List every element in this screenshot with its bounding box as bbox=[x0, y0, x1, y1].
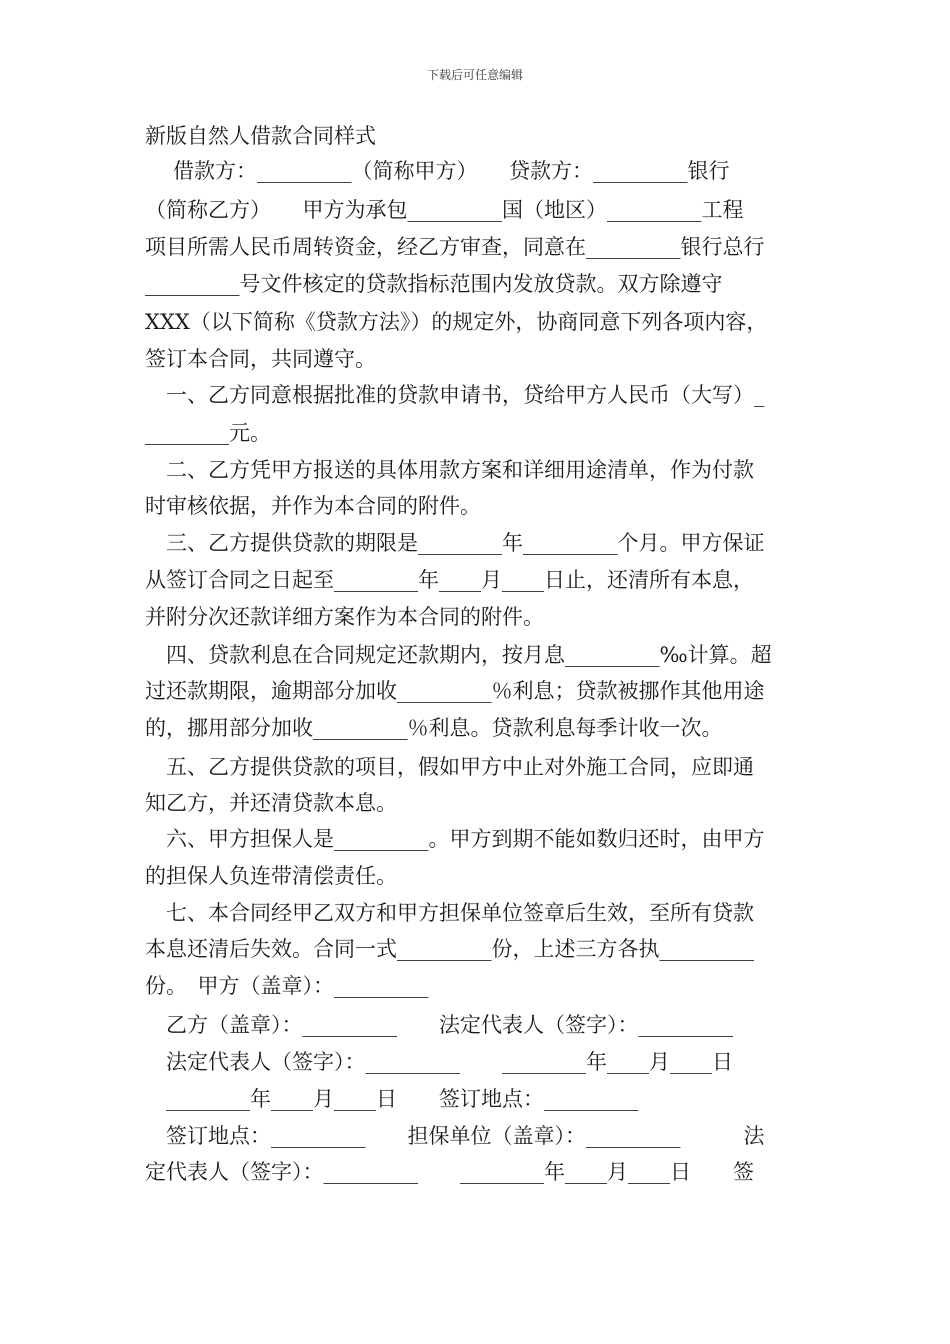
text-line: 时审核依据，并作为本合同的附件。 bbox=[145, 494, 481, 518]
text-line: ________年____月____日 签订地点：_________ bbox=[166, 1087, 639, 1111]
page-header-note: 下载后可任意编辑 bbox=[426, 68, 523, 82]
text-line: （简称乙方） 甲方为承包_________国（地区）_________工程 bbox=[145, 198, 744, 222]
text-line: 六、甲方担保人是_________。甲方到期不能如数归还时，由甲方 bbox=[166, 827, 765, 851]
text-line: 项目所需人民币周转资金，经乙方审查，同意在_________银行总行 bbox=[145, 235, 765, 259]
text-line: 借款方：_________（简称甲方） 贷款方：_________银行 bbox=[173, 159, 730, 183]
text-line: 一、乙方同意根据批准的贷款申请书，贷给甲方人民币（大写）_ bbox=[166, 383, 765, 407]
text-line: 从签订合同之日起至________年____月____日止，还清所有本息， bbox=[145, 568, 754, 592]
text-line: ________元。 bbox=[145, 421, 271, 445]
text-line: 本息还清后失效。合同一式_________份，上述三方各执_________ bbox=[145, 937, 754, 961]
text-line: 乙方（盖章）：_________ 法定代表人（签字）：_________ bbox=[166, 1013, 733, 1037]
text-line: _________号文件核定的贷款指标范围内发放贷款。双方除遵守 bbox=[145, 272, 723, 296]
text-line: 过还款期限，逾期部分加收_________％利息；贷款被挪作其他用途 bbox=[145, 679, 765, 703]
text-line: 的担保人负连带清偿责任。 bbox=[145, 864, 397, 888]
text-line: 知乙方，并还清贷款本息。 bbox=[145, 791, 397, 815]
text-line: 的，挪用部分加收_________％利息。贷款利息每季计收一次。 bbox=[145, 716, 723, 740]
text-line: 签订本合同，共同遵守。 bbox=[145, 347, 376, 371]
document-title: 新版自然人借款合同样式 bbox=[145, 124, 376, 148]
text-line: 签订地点：_________ 担保单位（盖章）：_________ 法 bbox=[166, 1124, 765, 1148]
text-line: 三、乙方提供贷款的期限是________年_________个月。甲方保证 bbox=[166, 531, 765, 555]
text-line: 并附分次还款详细方案作为本合同的附件。 bbox=[145, 605, 544, 629]
text-line: 四、贷款利息在合同规定还款期内，按月息_________‰计算。超 bbox=[166, 643, 772, 667]
text-line: 定代表人（签字）：_________ ________年____月____日 签 bbox=[145, 1160, 754, 1184]
text-line: 七、本合同经甲乙双方和甲方担保单位签章后生效，至所有贷款 bbox=[166, 901, 754, 925]
text-line: 份。 甲方（盖章）：_________ bbox=[145, 974, 429, 998]
text-line: 二、乙方凭甲方报送的具体用款方案和详细用途清单，作为付款 bbox=[166, 458, 754, 482]
text-line: 五、乙方提供贷款的项目，假如甲方中止对外施工合同，应即通 bbox=[166, 755, 754, 779]
text-line: XXX（以下简称《贷款方法》）的规定外，协商同意下列各项内容， bbox=[145, 310, 768, 334]
text-line: 法定代表人（签字）：_________ ________年____月____日 bbox=[166, 1050, 733, 1074]
